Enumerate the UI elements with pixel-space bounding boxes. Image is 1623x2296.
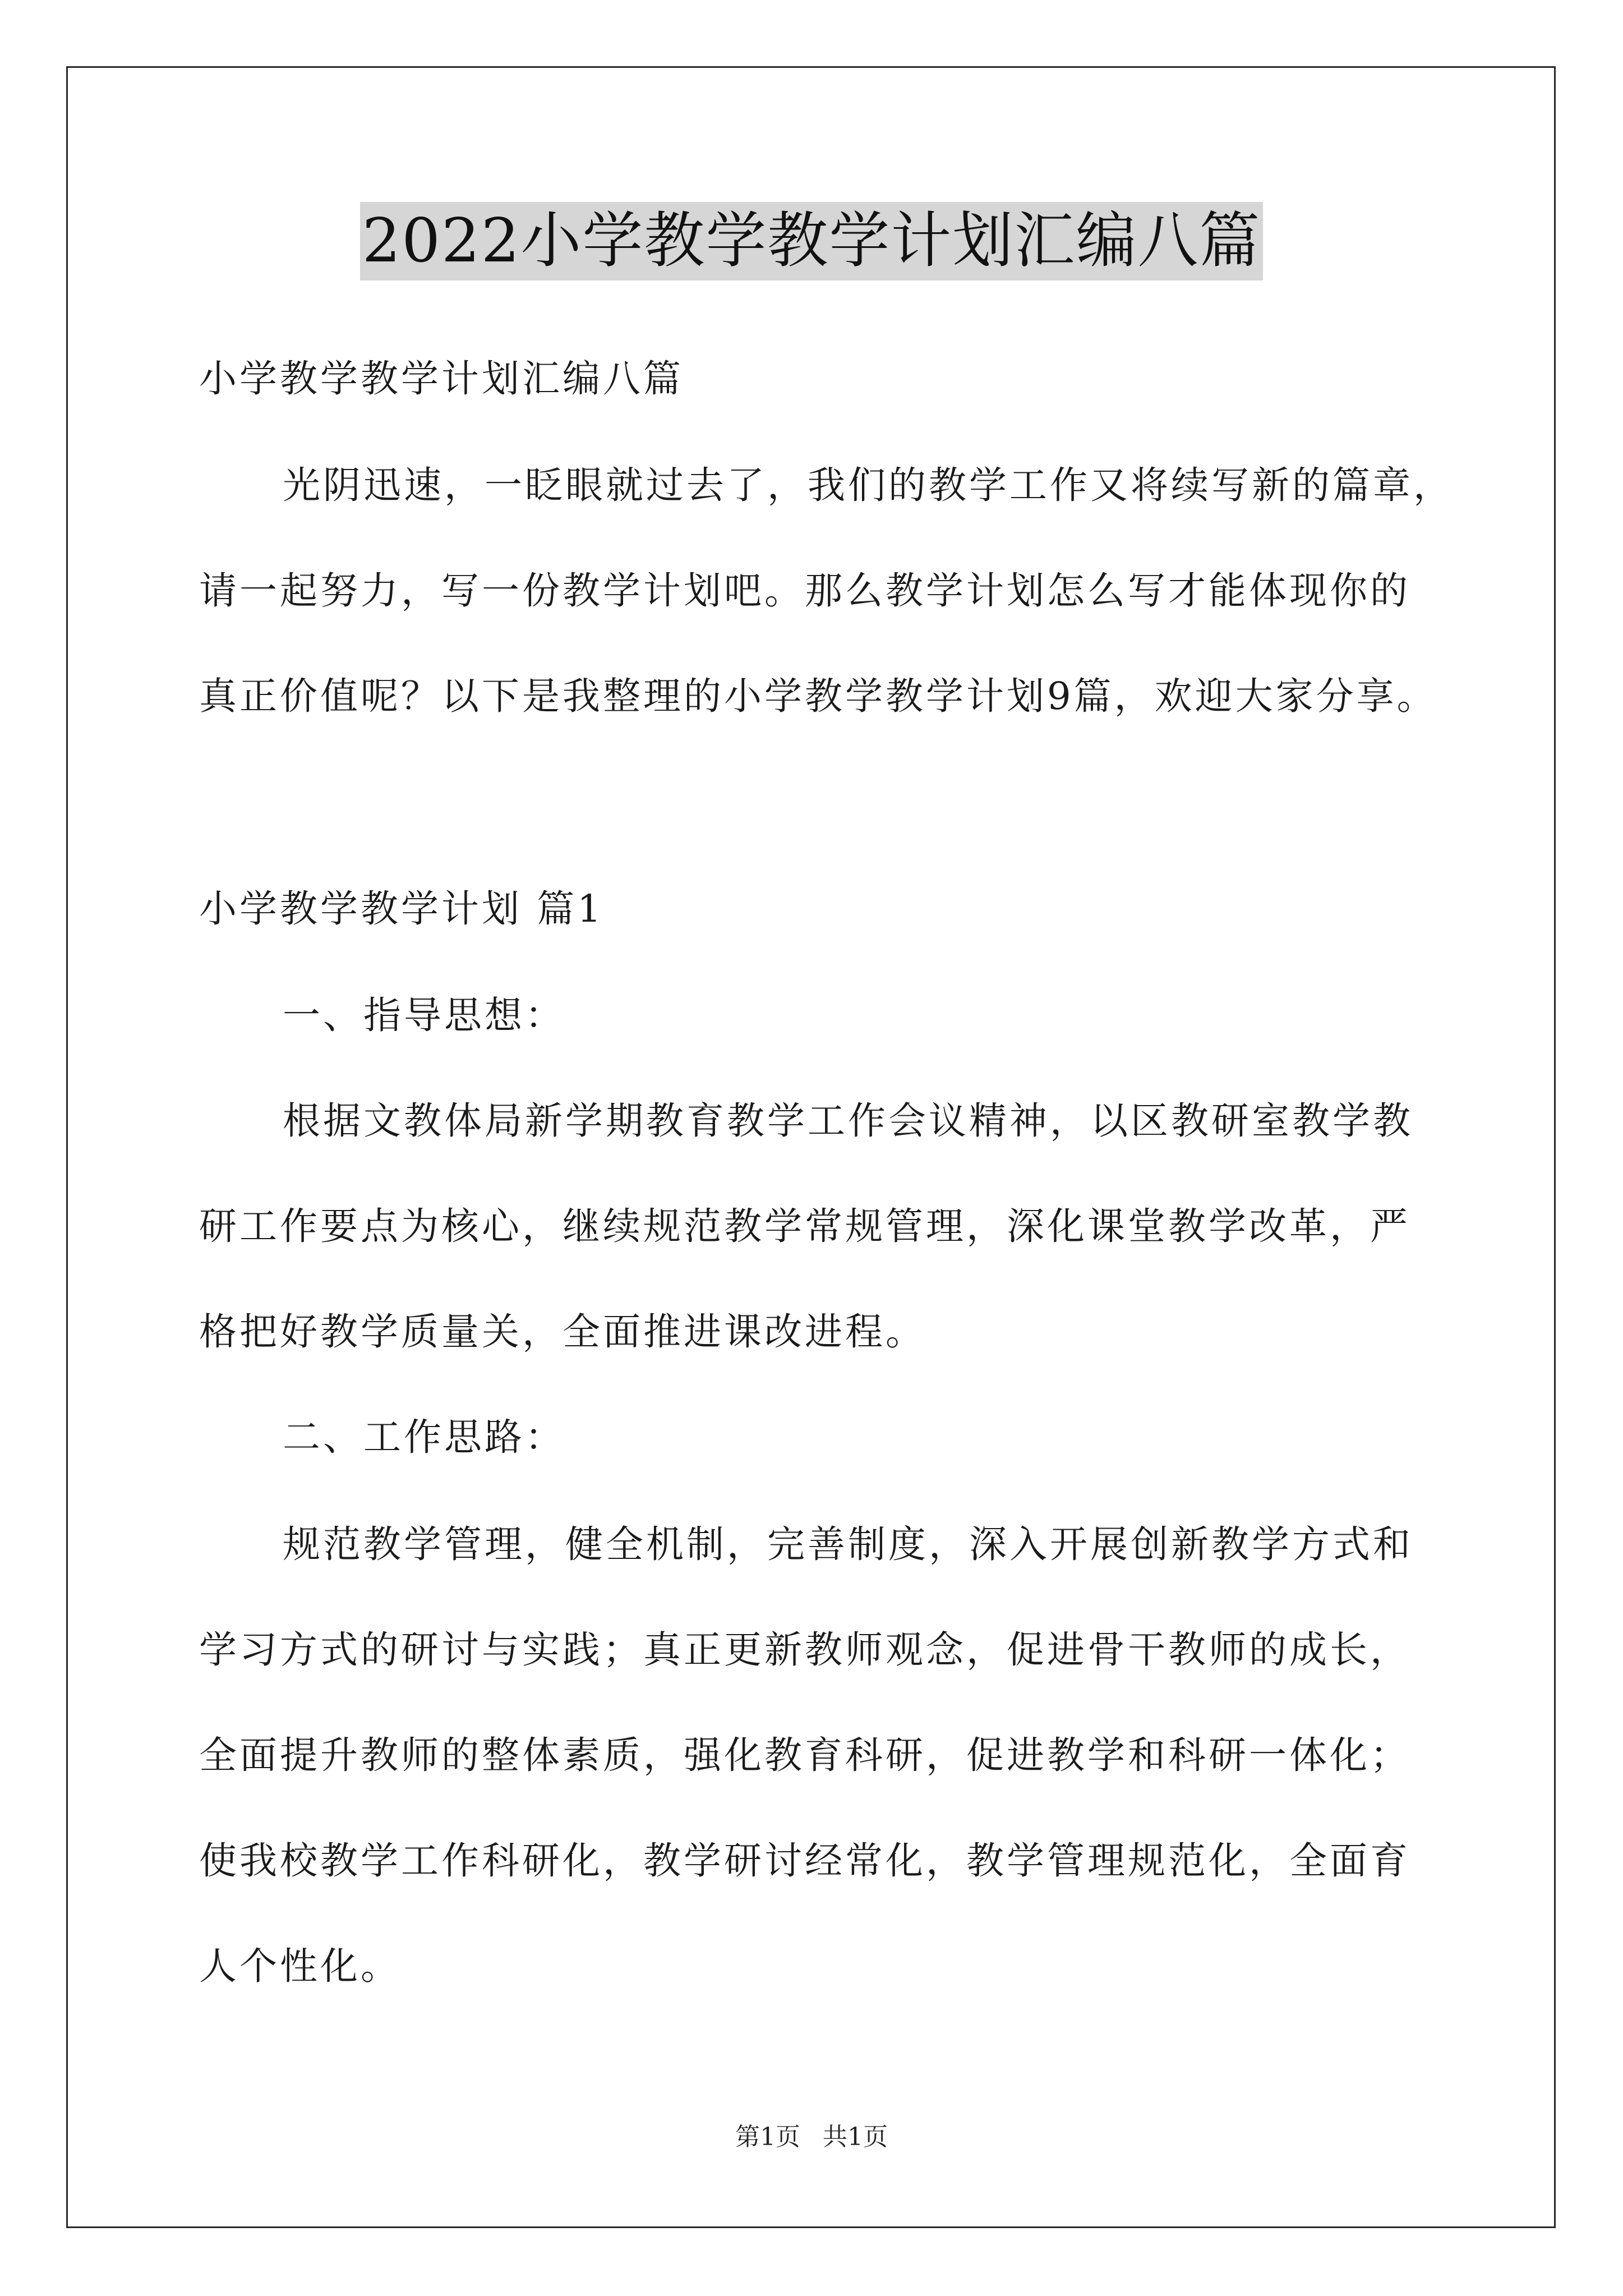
document-title: 2022小学教学教学计划汇编八篇 bbox=[360, 202, 1264, 280]
subheading-work-approach: 二、工作思路： bbox=[283, 1415, 565, 1459]
paragraph-line: 使我校教学工作科研化，教学研讨经常化，教学管理规范化，全面育 bbox=[199, 1839, 1410, 1883]
page-number: 第1页 bbox=[735, 2123, 800, 2151]
intro-line-1: 光阴迅速，一眨眼就过去了，我们的教学工作又将续写新的篇章， bbox=[283, 463, 1454, 507]
subtitle-line: 小学教学教学计划汇编八篇 bbox=[199, 357, 684, 401]
paragraph-line: 格把好教学质量关，全面推进课改进程。 bbox=[199, 1310, 926, 1354]
paragraph-line: 学习方式的研讨与实践；真正更新教师观念，促进骨干教师的成长， bbox=[199, 1628, 1410, 1672]
section-heading: 小学教学教学计划 篇1 bbox=[199, 887, 604, 931]
paragraph-line: 研工作要点为核心，继续规范教学常规管理，深化课堂教学改革，严 bbox=[199, 1204, 1410, 1248]
paragraph-line: 全面提升教师的整体素质，强化教育科研，促进教学和科研一体化； bbox=[199, 1733, 1410, 1777]
intro-line-3: 真正价值呢？以下是我整理的小学教学教学计划9篇，欢迎大家分享。 bbox=[199, 674, 1437, 718]
paragraph-line: 根据文教体局新学期教育教学工作会议精神，以区教研室教学教 bbox=[283, 1099, 1413, 1143]
paragraph-line: 人个性化。 bbox=[199, 1944, 401, 1988]
intro-line-2: 请一起努力，写一份教学计划吧。那么教学计划怎么写才能体现你的 bbox=[199, 569, 1410, 613]
title-container bbox=[0, 202, 1623, 280]
subheading-guiding-thought: 一、指导思想： bbox=[283, 993, 565, 1037]
page-footer bbox=[0, 2120, 1623, 2154]
page-total: 共1页 bbox=[823, 2123, 888, 2151]
paragraph-line: 规范教学管理，健全机制，完善制度，深入开展创新教学方式和 bbox=[283, 1522, 1413, 1566]
